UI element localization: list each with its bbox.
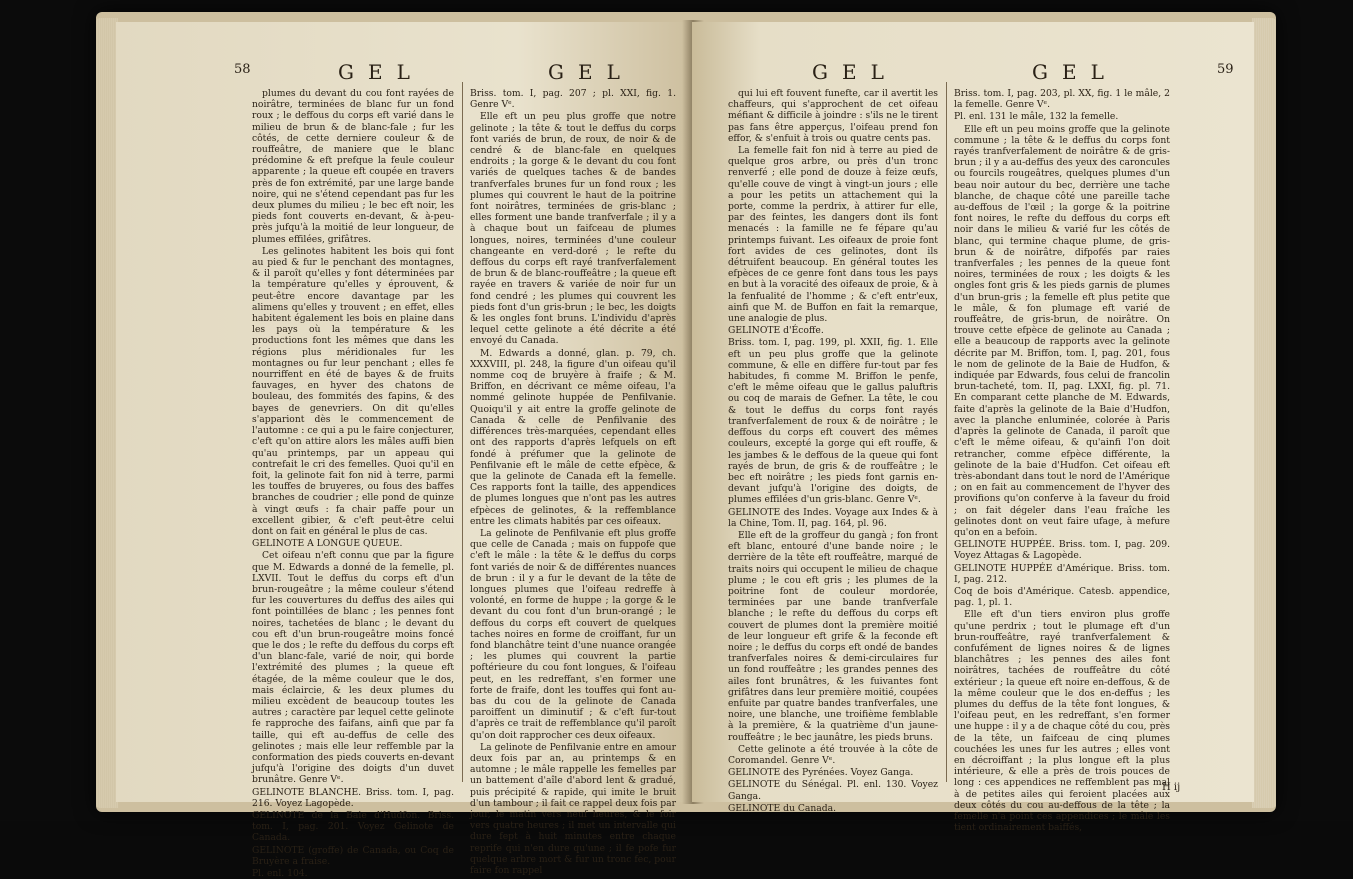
paragraph: Briss. tom. I, pag. 207 ; pl. XXI, fig. 1. Genre Vᵉ.: [470, 88, 676, 111]
paragraph: Elle eft un peu plus groffe que notre gelinote ; la tête & tout le deffus du corps font variés de brun, de roux, de noir & de cendré & de blanc-fale en quelques endroits ; la gorge & le devant du cou font variés de quelques taches & de bandes tranfverfales brunes fur un fond roux ; les plumes qui couvrent le haut de la poitrine font noirâtres, terminées de gris-blanc ; elles forment une bande tranfverfale ; il y a à chaque bout un faifceau de plumes longues, noires, terminées d'une couleur changeante en verd-doré ; le refte du deffous du corps eft rayé tranfverfalement de brun & de blanc-rouffeâtre ; la queue eft rayée en travers & variée de noir fur un fond cendré ; les plumes qui couvrent les pieds font d'un gris-brun ; le bec, les doigts & les ongles font bruns. L'individu d'après lequel cette gelinote a été décrite a été envoyé du Canada.: [470, 111, 676, 347]
paragraph: GELINOTE d'Écoffe.: [728, 325, 824, 337]
paragraph: La gelinote de Penfilvanie eft plus groffe que celle de Canada ; mais on fuppofe que c'eft le mâle : la tête & le deffus du corps font variés de noir & de différentes nuances de brun : il y a fur le devant de la tête de longues plumes que l'oifeau redreffe à volonté, en forme de huppe ; la gorge & le devant du cou font d'un brun-orangé ; le deffous du corps eft couvert de quelques taches noires en forme de croiffant, fur un fond blanchâtre teint d'une nuance orangée ; les plumes qui couvrent la partie poftérieure du cou font longues, & l'oifeau peut, en les redreffant, s'en former une forte de fraife, dont les touffes qui font au-bas du cou de la gelinote de Canada paroiffent un diminutif ; & c'eft fur-tout d'après ce trait de reffemblance qu'il paroît qu'on doit rapprocher ces deux oifeaux.: [470, 527, 676, 741]
paragraph: plumes du devant du cou font rayées de noirâtre, terminées de blanc fur un fond roux ; le deffous du corps eft varié dans le milieu de brun & de blanc-fale ; fur les côtés, de cette derniere couleur & de rouffeâtre, de maniere que le blanc prédomine & eft prefque la feule couleur apparente ; la queue eft coupée en travers près de fon extrémité, par une large bande noire, qui ne s'étend cependant pas fur les deux plumes du milieu ; le bec eft noir, les pieds font couverts en-devant, & à-peu-près jufqu'à la moitié de leur longueur, de plumes effilées, grifâtres.: [252, 88, 454, 245]
paragraph: Briss. tom. I, pag. 199, pl. XXII, fig. 1. Elle eft un peu plus groffe que la gelinote commune, & elle en diffère fur-tout par fes habitudes, fi comme M. Briffon le penfe, c'eft le même oifeau que le gallus paluftris ou coq de marais de Gefner. La tête, le cou & tout le deffus du corps font rayés tranfverfalement de roux & de noirâtre ; le deffous du corps eft couvert des mêmes couleurs, excepté la gorge qui eft rouffe, & les jambes & le deffous de la queue qui font rayés de brun, de gris & de rouffeâtre ; le bec eft noirâtre ; les pieds font garnis en-devant jufqu'à l'origine des doigts, de plumes effilées d'un gris-blanc. Genre Vᵉ.: [728, 337, 938, 506]
right-column-1: [728, 88, 938, 814]
paragraph: GELINOTE du Canada.: [728, 802, 837, 814]
paragraph: Elle eft de la groffeur du gangà ; fon front eft blanc, entouré d'une bande noire ; le derrière de la tête eft rouffeâtre, marqué de traits noirs qui occupent le milieu de chaque plume ; le cou eft gris ; les plumes de la poitrine font de couleur mordorée, terminées par une bande tranfverfale blanche ; le refte du deffous du corps eft couvert de plumes dont la première moitié de leur longueur eft grife & la feconde eft noire ; le deffus du corps eft ondé de bandes tranfverfales noires & demi-circulaires fur un fond rouffeâtre ; les grandes pennes des ailes font brunâtres, & les fuivantes font grifâtres dans leur première moitié, coupées enfuite par quatre bandes tranfverfales, une noire, une blanche, une troifième femblable à la première, & la quatrième d'un jaune-rouffeâtre ; le bec jaunâtre, les pieds bruns.: [728, 529, 938, 743]
paragraph: GELINOTE A LONGUE QUEUE.: [252, 538, 403, 550]
paragraph: Briss. tom. I, pag. 203, pl. XX, fig. 1 le mâle, 2 la femelle. Genre Vᵉ.: [954, 88, 1170, 111]
paragraph: Coq de bois d'Amérique. Catesb. appendice, pag. 1, pl. 1.: [954, 585, 1170, 609]
paragraph: Elle eft un peu moins groffe que la gelinote commune ; la tête & le deffus du corps font rayés tranfverfalement de noirâtre & de gris-brun ; il y a au-deffus des yeux des caroncules ou fourcils rougeâtres, quelques plumes d'un beau noir autour du bec, derrière une tache blanche, de chaque côté une pareille tache au-deffous de l'œil ; la gorge & la poitrine font noires, le refte du deffous du corps eft noir dans le milieu & varié fur les côtés de blanc, qui termine chaque plume, de gris-brun & de noirâtre, difpofés par raies tranfverfales ; les pennes de la queue font noires, terminées de roux ; les doigts & les ongles font gris & les pieds garnis de plumes d'un brun-gris ; la femelle eft plus petite que le mâle, & fon plumage eft varié de rouffeâtre, de gris-brun, de noirâtre. On trouve cette efpèce de gelinote au Canada ; elle a beaucoup de rapports avec la gelinote décrite par M. Briffon, tom. I, pag. 201, fous le nom de gelinote de la Baie de Hudfon, & indiquée par Edwards, fous celui de francolin brun-tacheté, tom. II, pag. LXXI, fig. pl. 71. En comparant cette planche de M. Edwards, faite d'après la gelinote de la Baie d'Hudfon, avec la planche enluminée, colorée à Paris d'après la gelinote de Canada, il paroît que c'eft le même oifeau, & qu'ainfi l'on doit retrancher, comme efpèce différente, la gelinote de la baie d'Hudfon. Cet oifeau eft très-abondant dans tout le nord de l'Amérique ; on en fait au commencement de l'hyver des provifions qu'on conferve à la faveur du froid ; on fait dégeler dans l'eau fraîche les gelinotes dont on veut faire ufage, à mefure qu'on en a befoin.: [954, 123, 1170, 538]
right-page-edges: [1252, 18, 1276, 808]
paragraph: GELINOTE des Pyrénées. Voyez Ganga.: [728, 767, 914, 779]
column-divider-left: [462, 82, 463, 782]
left-column-1: [252, 88, 454, 879]
paragraph: Elle eft d'un tiers environ plus groffe qu'une perdrix ; tout le plumage eft d'un brun-rouffeâtre, rayé tranfverfalement & confufément de lignes noires & de lignes blanchâtres ; les pennes des ailes font noirâtres, tachées de rouffeâtre du côté extérieur ; la queue eft noire en-deffous, & de la même couleur que le dos en-deffus ; les plumes du deffus de la tête font longues, & l'oifeau peut, en les redreffant, s'en former une huppe : il y a de chaque côté du cou, près de la tête, un faifceau de cinq plumes couchées les unes fur les autres ; elles vont en décroiffant ; la plus longue eft la plus intérieure, & elle a près de trois pouces de long : ces appendices ne reffemblent pas mal à de petites ailes qui feroient placées aux deux côtés du cou au-deffous de la tête ; la femelle n'a point ces appendices ; le mâle les tient ordinairement baiffés,: [954, 609, 1170, 834]
paragraph: GELINOTE BLANCHE. Briss. tom. I, pag. 216. Voyez Lagopède.: [252, 786, 454, 809]
running-head-right-1: GEL: [812, 60, 898, 84]
paragraph: GELINOTE de la Baie d'Hudfon. Briss. tom. I, pag. 201. Voyez Gelinote de Canada.: [252, 810, 454, 844]
paragraph: GELINOTE HUPPÉE d'Amérique. Briss. tom. I, pag. 212.: [954, 562, 1170, 585]
right-column-2: [954, 88, 1170, 834]
paragraph: La gelinote de Penfilvanie entre en amour deux fois par an, au printemps & en automne ; le mâle rappelle les femelles par un battement d'aîle d'abord lent & gradué, puis précipité & rapide, qui imite le bruit d'un tambour ; il fait ce rappel deux fois par jour, le matin vers neuf heures, & le foir vers quatre heures ; il met un intervalle qui dure fept à huit minutes entre chaque reprife qui n'en dure qu'une ; il fe pofe fur quelque arbre mort & fur un tronc fec, pour faire fon rappel: [470, 741, 676, 877]
paragraph: GELINOTE (groffe) de Canada, ou Coq de Bruyère a fraise.: [252, 844, 454, 867]
paragraph: La femelle fait fon nid à terre au pied de quelque gros arbre, ou près d'un tronc renverfé ; elle pond de douze à feize œufs, qu'elle couve de vingt à vingt-un jours ; elle a pour les petits un attachement qui la porte, comme la perdrix, à attirer fur elle, par des feintes, les dangers dont ils font menacés : la famille ne fe fépare qu'au printemps fuivant. Les oifeaux de proie font fort avides de ces gelinotes, dont ils détruifent beaucoup. En général toutes les efpèces de ce genre font dans tous les pays en but à la voracité des oifeaux de proie, & à la fenfualité de l'homme ; & c'eft entr'eux, ainfi que M. de Buffon en fait la remarque, une analogie de plus.: [728, 145, 938, 325]
paragraph: Les gelinotes habitent les bois qui font au pied & fur le penchant des montagnes, & il paroît qu'elles y font déterminées par la température qu'elles y éprouvent, & peut-être encore davantage par les alimens qu'elles y trouvent ; en effet, elles habitent également les bois en plaine dans les pays où la température & les productions font les mêmes que dans les régions plus méridionales fur les montagnes ou fur leur penchant ; elles fe nourriffent en été de bayes & de fruits fauvages, en hyver des chatons de bouleau, des fommités des fapins, & des bayes de genevriers. On dit qu'elles s'appariont dès le commencement de l'automne : ce qui a pu le faire conjecturer, c'eft qu'on attire alors les mâles auffi bien qu'au printemps, par un appeau qui contrefait le cri des femelles. Quoi qu'il en foit, la gelinote fait fon nid à terre, parmi les touffes de bruyeres, ou fous des baffes branches de coudrier ; elle pond de quinze à vingt œufs : fa chair paffe pour un excellent gibier, & c'eft peut-être celui dont on fait en général le plus de cas.: [252, 245, 454, 537]
left-column-2: [470, 88, 676, 877]
page-number-right: 59: [1217, 62, 1234, 77]
running-head-left-2: GEL: [548, 60, 634, 84]
paragraph: GELINOTE des Indes. Voyage aux Indes & à la Chine, Tom. II, pag. 164, pl. 96.: [728, 506, 938, 529]
paragraph: GELINOTE HUPPÉE. Briss. tom. I, pag. 209. Voyez Attagas & Lagopède.: [954, 539, 1170, 562]
left-page: [116, 22, 690, 879]
paragraph: Pl. enl. 104.: [252, 868, 308, 879]
paragraph: GELINOTE du Sénégal. Pl. enl. 130. Voyez Ganga.: [728, 779, 938, 802]
page-number-left: 58: [234, 62, 251, 77]
running-head-left-1: GEL: [338, 60, 424, 84]
paragraph: M. Edwards a donné, glan. p. 79, ch. XXXVIII, pl. 248, la figure d'un oifeau qu'il nomme coq de bruyère à fraife ; & M. Briffon, en décrivant ce même oifeau, l'a nommé gelinote huppée de Penfilvanie. Quoiqu'il y ait entre la groffe gelinote de Canada & celle de Penfilvanie des différences très-marquées, cependant elles ont des rapports d'après lefquels on eft fondé à préfumer que la gelinote de Penfilvanie eft le mâle de cette efpèce, & que la gelinote de Canada eft la femelle. Ces rapports font la taille, des appendices de plumes longues que n'ont pas les autres efpèces de gelinotes, & la reffemblance entre les climats habités par ces oifeaux.: [470, 347, 676, 527]
paragraph: Cette gelinote a été trouvée à la côte de Coromandel. Genre Vᵉ.: [728, 743, 938, 766]
paragraph: Cet oifeau n'eft connu que par la figure que M. Edwards a donné de la femelle, pl. LXVII. Tout le deffus du corps eft d'un brun-rougeâtre ; la même couleur s'étend fur les couvertures du deffus des ailes qui font pointillées de blanc ; les pennes font noires, tachetées de blanc ; le devant du cou eft d'un brun-rougeâtre moins foncé que le dos ; le refte du deffous du corps eft d'un blanc-fale, varié de noir, qui borde l'extrémité des plumes ; la queue eft étagée, de la même couleur que le dos, mais éclaircie, & les deux plumes du milieu excèdent de beaucoup toutes les autres ; caractère par lequel cette gelinote fe rapproche des faifans, ainfi que par fa taille, qui eft au-deffus de celle des gelinotes ; mais elle leur reffemble par la conformation des pieds couverts en-devant jufqu'à l'origine des doigts d'un duvet brunâtre. Genre Vᵉ.: [252, 550, 454, 786]
signature-mark: H ij: [1162, 782, 1181, 793]
column-divider-right: [946, 82, 947, 782]
running-head-right-2: GEL: [1032, 60, 1118, 84]
left-page-edges: [96, 18, 118, 808]
paragraph: Pl. enl. 131 le mâle, 132 la femelle.: [954, 111, 1119, 123]
paragraph: qui lui eft fouvent funefte, car il avertit les chaffeurs, qui s'approchent de cet oifeau méfiant & difficile à joindre : s'ils ne le tirent pas fans être apperçus, l'oifeau prend fon effor, & s'enfuit à trois ou quatre cents pas.: [728, 88, 938, 144]
right-page: [692, 22, 1254, 834]
